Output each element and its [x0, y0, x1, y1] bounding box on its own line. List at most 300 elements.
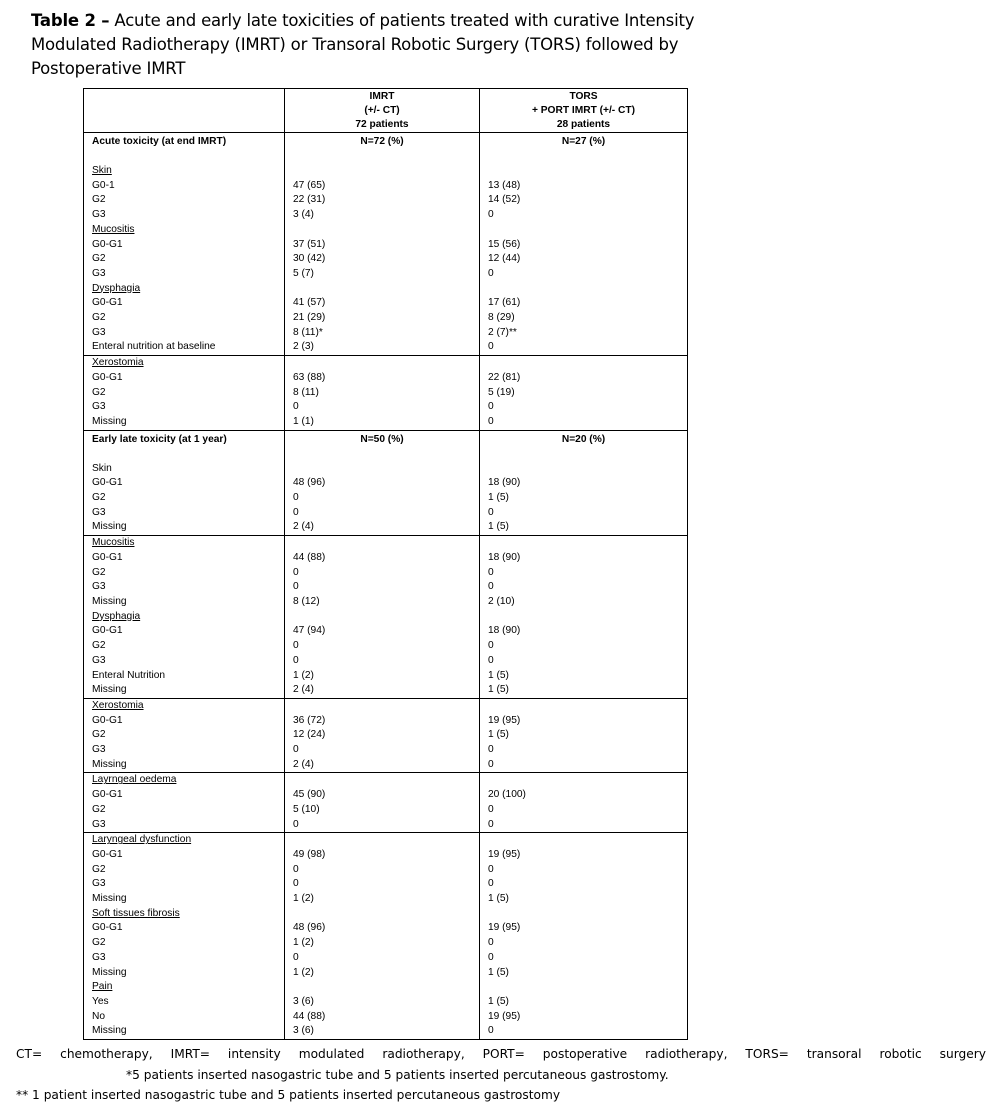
table-row	[84, 400, 688, 415]
tors-value-text: 1 (5)	[488, 995, 509, 1007]
table-row	[84, 639, 688, 654]
imrt-value-text: 48 (96)	[293, 477, 326, 489]
group-label	[84, 462, 285, 477]
tors-value	[480, 803, 688, 818]
row-label	[84, 639, 285, 654]
imrt-value-text: 8 (12)	[293, 595, 320, 607]
header-cell-empty	[84, 89, 285, 133]
table-title	[31, 9, 711, 81]
table-row	[84, 714, 688, 729]
group-label	[84, 536, 285, 551]
imrt-value-text: 63 (88)	[293, 371, 326, 383]
imrt-value-text: 0	[293, 654, 299, 666]
row-label-text: G3	[92, 506, 106, 518]
table-row	[84, 848, 688, 863]
imrt-value	[285, 520, 480, 535]
tors-value	[480, 1024, 688, 1039]
tors-value-text: 2 (10)	[488, 595, 515, 607]
imrt-value-text: 44 (88)	[293, 1010, 326, 1022]
imrt-value	[285, 966, 480, 981]
table-row	[84, 267, 688, 282]
imrt-value	[285, 848, 480, 863]
imrt-value	[285, 208, 480, 223]
tors-value-text: 0	[488, 640, 494, 652]
imrt-value-text: 1 (2)	[293, 893, 314, 905]
tors-value	[480, 164, 688, 179]
imrt-value	[285, 863, 480, 878]
table-row	[84, 520, 688, 535]
row-label	[84, 877, 285, 892]
row-label	[84, 788, 285, 803]
footnote-single-star: *5 patients inserted nasogastric tube and 5 patients inserted percutaneous gastrostomy.	[126, 1068, 669, 1082]
row-label	[84, 818, 285, 833]
header-tors-line: TORS	[569, 91, 598, 102]
imrt-value-text: 0	[293, 401, 299, 413]
group-label	[84, 164, 285, 179]
imrt-value	[285, 551, 480, 566]
imrt-value	[285, 1024, 480, 1039]
imrt-value-text: 49 (98)	[293, 848, 326, 860]
row-label	[84, 951, 285, 966]
tors-value	[480, 877, 688, 892]
imrt-value	[285, 595, 480, 610]
group-label	[84, 773, 285, 788]
imrt-value	[285, 980, 480, 995]
row-label	[84, 758, 285, 773]
table-row	[84, 506, 688, 521]
tors-value-text: 0	[488, 566, 494, 578]
imrt-value-text: 8 (11)*	[293, 326, 323, 338]
imrt-value	[285, 400, 480, 415]
imrt-value-text: 0	[293, 492, 299, 504]
row-label	[84, 238, 285, 253]
row-label-text: Missing	[92, 893, 127, 905]
tors-value	[480, 758, 688, 773]
tors-value	[480, 386, 688, 401]
row-label	[84, 743, 285, 758]
imrt-value-text: 0	[293, 951, 299, 963]
group-label-text: Skin	[92, 165, 112, 176]
group-label	[84, 698, 285, 713]
row-label-text: Missing	[92, 521, 127, 533]
section-n-tors	[480, 133, 688, 165]
tors-value-text: 0	[488, 758, 494, 770]
table-row	[84, 566, 688, 581]
imrt-value	[285, 491, 480, 506]
imrt-value-text: 37 (51)	[293, 238, 326, 250]
row-label	[84, 371, 285, 386]
tors-value	[480, 980, 688, 995]
tors-value-text: 1 (5)	[488, 669, 509, 681]
row-label-text: G3	[92, 581, 106, 593]
imrt-value	[285, 892, 480, 907]
row-label	[84, 415, 285, 430]
row-label	[84, 311, 285, 326]
imrt-value-text: 0	[293, 863, 299, 875]
row-label	[84, 966, 285, 981]
group-label-row	[84, 833, 688, 848]
row-label-text: G3	[92, 209, 106, 221]
table-row	[84, 371, 688, 386]
tors-value-text: 12 (44)	[488, 253, 521, 265]
imrt-value	[285, 580, 480, 595]
row-label	[84, 208, 285, 223]
group-label-text: Soft tissues fibrosis	[92, 907, 180, 919]
table-row	[84, 758, 688, 773]
table-row	[84, 1024, 688, 1039]
row-label-text: Missing	[92, 1025, 127, 1037]
imrt-value-text: 21 (29)	[293, 312, 326, 324]
tors-value	[480, 267, 688, 282]
table-row	[84, 995, 688, 1010]
tors-value-text: 0	[488, 209, 494, 221]
tors-value	[480, 282, 688, 297]
tors-value	[480, 223, 688, 238]
tors-value-text: 14 (52)	[488, 194, 521, 206]
tors-value	[480, 580, 688, 595]
row-label-text: Yes	[92, 995, 109, 1007]
table-row	[84, 476, 688, 491]
table-row	[84, 296, 688, 311]
imrt-value-text: 0	[293, 744, 299, 756]
row-label	[84, 892, 285, 907]
tors-value	[480, 415, 688, 430]
imrt-value	[285, 340, 480, 355]
table-row	[84, 624, 688, 639]
table-row	[84, 238, 688, 253]
table-row	[84, 936, 688, 951]
tors-value	[480, 252, 688, 267]
group-label	[84, 833, 285, 848]
tors-value	[480, 610, 688, 625]
tors-value-text: 0	[488, 878, 494, 890]
group-label-row	[84, 907, 688, 922]
tors-value	[480, 536, 688, 551]
table-row	[84, 877, 688, 892]
row-label-text: G0-G1	[92, 551, 123, 563]
group-label-text: Skin	[92, 462, 112, 474]
row-label-text: G0-G1	[92, 238, 123, 250]
row-label-text: No	[92, 1010, 106, 1022]
group-label-text: Dysphagia	[92, 282, 141, 294]
table-row	[84, 966, 688, 981]
imrt-value	[285, 415, 480, 430]
table-row	[84, 788, 688, 803]
row-label-text: G2	[92, 566, 106, 578]
row-label	[84, 193, 285, 208]
row-label-text: G0-G1	[92, 297, 123, 309]
table-row	[84, 728, 688, 743]
tors-value	[480, 462, 688, 477]
row-label-text: Missing	[92, 684, 127, 696]
tors-value-text: 8 (29)	[488, 312, 515, 324]
tors-value	[480, 907, 688, 922]
imrt-value-text: 47 (94)	[293, 625, 326, 637]
row-label-text: G0-G1	[92, 922, 123, 934]
tors-value-text: 18 (90)	[488, 551, 521, 563]
imrt-value-text: 44 (88)	[293, 551, 326, 563]
section-header-row	[84, 430, 688, 462]
row-label-text: G3	[92, 744, 106, 756]
row-label-text: G3	[92, 654, 106, 666]
table-row	[84, 179, 688, 194]
row-label	[84, 803, 285, 818]
tors-value	[480, 193, 688, 208]
toxicity-table	[83, 88, 688, 1040]
row-label	[84, 848, 285, 863]
tors-value	[480, 848, 688, 863]
table-row	[84, 595, 688, 610]
imrt-value-text: 22 (31)	[293, 194, 326, 206]
tors-value-text: 22 (81)	[488, 371, 521, 383]
row-label	[84, 400, 285, 415]
tors-value-text: 0	[488, 803, 494, 815]
table-row	[84, 951, 688, 966]
row-label-text: G0-G1	[92, 371, 123, 383]
row-label	[84, 1024, 285, 1039]
tors-value	[480, 371, 688, 386]
imrt-value	[285, 356, 480, 371]
table-row	[84, 743, 688, 758]
table-row	[84, 654, 688, 669]
tors-value	[480, 654, 688, 669]
tors-value	[480, 773, 688, 788]
row-label	[84, 921, 285, 936]
imrt-value	[285, 639, 480, 654]
tors-value	[480, 936, 688, 951]
imrt-value-text: 0	[293, 566, 299, 578]
group-label-text: Mucositis	[92, 223, 135, 235]
row-label-text: G0-1	[92, 179, 115, 191]
row-label-text: G2	[92, 194, 106, 206]
section-label	[84, 133, 285, 165]
imrt-value	[285, 506, 480, 521]
tors-value-text: 1 (5)	[488, 684, 509, 696]
tors-value	[480, 566, 688, 581]
table-row	[84, 683, 688, 698]
section-n-imrt	[285, 133, 480, 165]
group-label	[84, 282, 285, 297]
imrt-value-text: 1 (1)	[293, 415, 314, 427]
group-label-row	[84, 536, 688, 551]
footnote-double-star: ** 1 patient inserted nasogastric tube and 5 patients inserted percutaneous gastrostomy	[16, 1088, 561, 1102]
group-label-text: Pain	[92, 981, 113, 993]
section-n-imrt-text: N=50 (%)	[360, 433, 404, 445]
row-label	[84, 624, 285, 639]
row-label	[84, 863, 285, 878]
imrt-value-text: 3 (6)	[293, 1025, 314, 1037]
tors-value-text: 15 (56)	[488, 238, 521, 250]
row-label-text: G2	[92, 729, 106, 741]
imrt-value-text: 1 (2)	[293, 966, 314, 978]
imrt-value	[285, 995, 480, 1010]
table-row	[84, 1010, 688, 1025]
imrt-value-text: 48 (96)	[293, 922, 326, 934]
imrt-value	[285, 238, 480, 253]
tors-value-text: 1 (5)	[488, 521, 509, 533]
tors-value-text: 19 (95)	[488, 922, 521, 934]
row-label-text: G2	[92, 640, 106, 652]
tors-value	[480, 400, 688, 415]
tors-value-text: 20 (100)	[488, 789, 526, 801]
table-row	[84, 491, 688, 506]
imrt-value-text: 2 (4)	[293, 521, 314, 533]
tors-value	[480, 208, 688, 223]
imrt-value-text: 0	[293, 506, 299, 518]
tors-value	[480, 833, 688, 848]
group-label	[84, 907, 285, 922]
imrt-value	[285, 877, 480, 892]
tors-value-text: 0	[488, 341, 494, 353]
row-label	[84, 566, 285, 581]
row-label	[84, 386, 285, 401]
tors-value-text: 0	[488, 937, 494, 949]
tors-value-text: 0	[488, 506, 494, 518]
table-row	[84, 208, 688, 223]
imrt-value	[285, 326, 480, 341]
group-label-row	[84, 462, 688, 477]
row-label-text: Missing	[92, 415, 127, 427]
imrt-value	[285, 179, 480, 194]
imrt-value	[285, 951, 480, 966]
imrt-value	[285, 773, 480, 788]
row-label	[84, 683, 285, 698]
imrt-value-text: 45 (90)	[293, 789, 326, 801]
table-row	[84, 803, 688, 818]
section-label-text: Acute toxicity (at end IMRT)	[92, 136, 227, 147]
imrt-value	[285, 907, 480, 922]
imrt-value	[285, 610, 480, 625]
row-label-text: G2	[92, 386, 106, 398]
tors-value-text: 18 (90)	[488, 625, 521, 637]
row-label	[84, 595, 285, 610]
row-label	[84, 326, 285, 341]
section-label	[84, 430, 285, 462]
imrt-value	[285, 311, 480, 326]
imrt-value	[285, 698, 480, 713]
tors-value	[480, 639, 688, 654]
tors-value	[480, 506, 688, 521]
imrt-value	[285, 743, 480, 758]
imrt-value-text: 2 (3)	[293, 341, 314, 353]
tors-value-text: 2 (7)**	[488, 326, 517, 338]
group-label	[84, 223, 285, 238]
tors-value	[480, 326, 688, 341]
imrt-value	[285, 476, 480, 491]
row-label-text: G2	[92, 492, 106, 504]
imrt-value	[285, 193, 480, 208]
imrt-value	[285, 282, 480, 297]
group-label-row	[84, 223, 688, 238]
group-label-row	[84, 698, 688, 713]
tors-value-text: 1 (5)	[488, 893, 509, 905]
imrt-value-text: 2 (4)	[293, 758, 314, 770]
table-row	[84, 252, 688, 267]
row-label	[84, 669, 285, 684]
tors-value	[480, 476, 688, 491]
tors-value-text: 0	[488, 863, 494, 875]
group-label-text: Xerostomia	[92, 357, 144, 369]
group-label-row	[84, 164, 688, 179]
imrt-value-text: 41 (57)	[293, 297, 326, 309]
imrt-value	[285, 252, 480, 267]
imrt-value	[285, 803, 480, 818]
tors-value	[480, 311, 688, 326]
table-row	[84, 415, 688, 430]
imrt-value	[285, 371, 480, 386]
row-label	[84, 520, 285, 535]
group-label	[84, 356, 285, 371]
table-row	[84, 193, 688, 208]
imrt-value	[285, 669, 480, 684]
row-label-text: G3	[92, 818, 106, 830]
section-n-tors-text: N=27 (%)	[561, 136, 606, 147]
row-label	[84, 252, 285, 267]
row-label	[84, 296, 285, 311]
group-label-row	[84, 773, 688, 788]
group-label-text: Xerostomia	[92, 699, 144, 711]
row-label	[84, 936, 285, 951]
row-label	[84, 1010, 285, 1025]
row-label	[84, 551, 285, 566]
row-label-text: G2	[92, 253, 106, 265]
header-imrt-line: (+/- CT)	[364, 105, 400, 116]
section-header-row	[84, 133, 688, 165]
row-label-text: G3	[92, 878, 106, 890]
row-label-text: G2	[92, 803, 106, 815]
row-label-text: Missing	[92, 758, 127, 770]
imrt-value	[285, 833, 480, 848]
imrt-value	[285, 296, 480, 311]
tors-value-text: 0	[488, 415, 494, 427]
group-label-row	[84, 356, 688, 371]
row-label-text: G0-G1	[92, 477, 123, 489]
tors-value	[480, 921, 688, 936]
group-label-text: Dysphagia	[92, 610, 141, 622]
group-label	[84, 980, 285, 995]
row-label-text: G0-G1	[92, 848, 123, 860]
header-tors-line: + PORT IMRT (+/- CT)	[531, 105, 635, 116]
header-cell-imrt	[285, 89, 480, 133]
tors-value-text: 0	[488, 818, 494, 830]
row-label-text: G3	[92, 401, 106, 413]
row-label	[84, 506, 285, 521]
table-row	[84, 669, 688, 684]
table-row	[84, 818, 688, 833]
imrt-value	[285, 462, 480, 477]
tors-value-text: 5 (19)	[488, 386, 515, 398]
tors-value-text: 19 (95)	[488, 848, 521, 860]
table-label: Table 2 –	[31, 11, 110, 30]
imrt-value	[285, 536, 480, 551]
row-label	[84, 728, 285, 743]
section-n-tors	[480, 430, 688, 462]
imrt-value	[285, 683, 480, 698]
tors-value-text: 0	[488, 401, 494, 413]
imrt-value-text: 3 (4)	[293, 209, 314, 221]
table-row	[84, 580, 688, 595]
tors-value	[480, 179, 688, 194]
header-imrt-line: 72 patients	[355, 119, 409, 130]
tors-value	[480, 356, 688, 371]
group-label	[84, 610, 285, 625]
imrt-value	[285, 921, 480, 936]
tors-value-text: 18 (90)	[488, 477, 521, 489]
tors-value	[480, 520, 688, 535]
row-label-text: G2	[92, 863, 106, 875]
imrt-value-text: 0	[293, 818, 299, 830]
imrt-value	[285, 164, 480, 179]
